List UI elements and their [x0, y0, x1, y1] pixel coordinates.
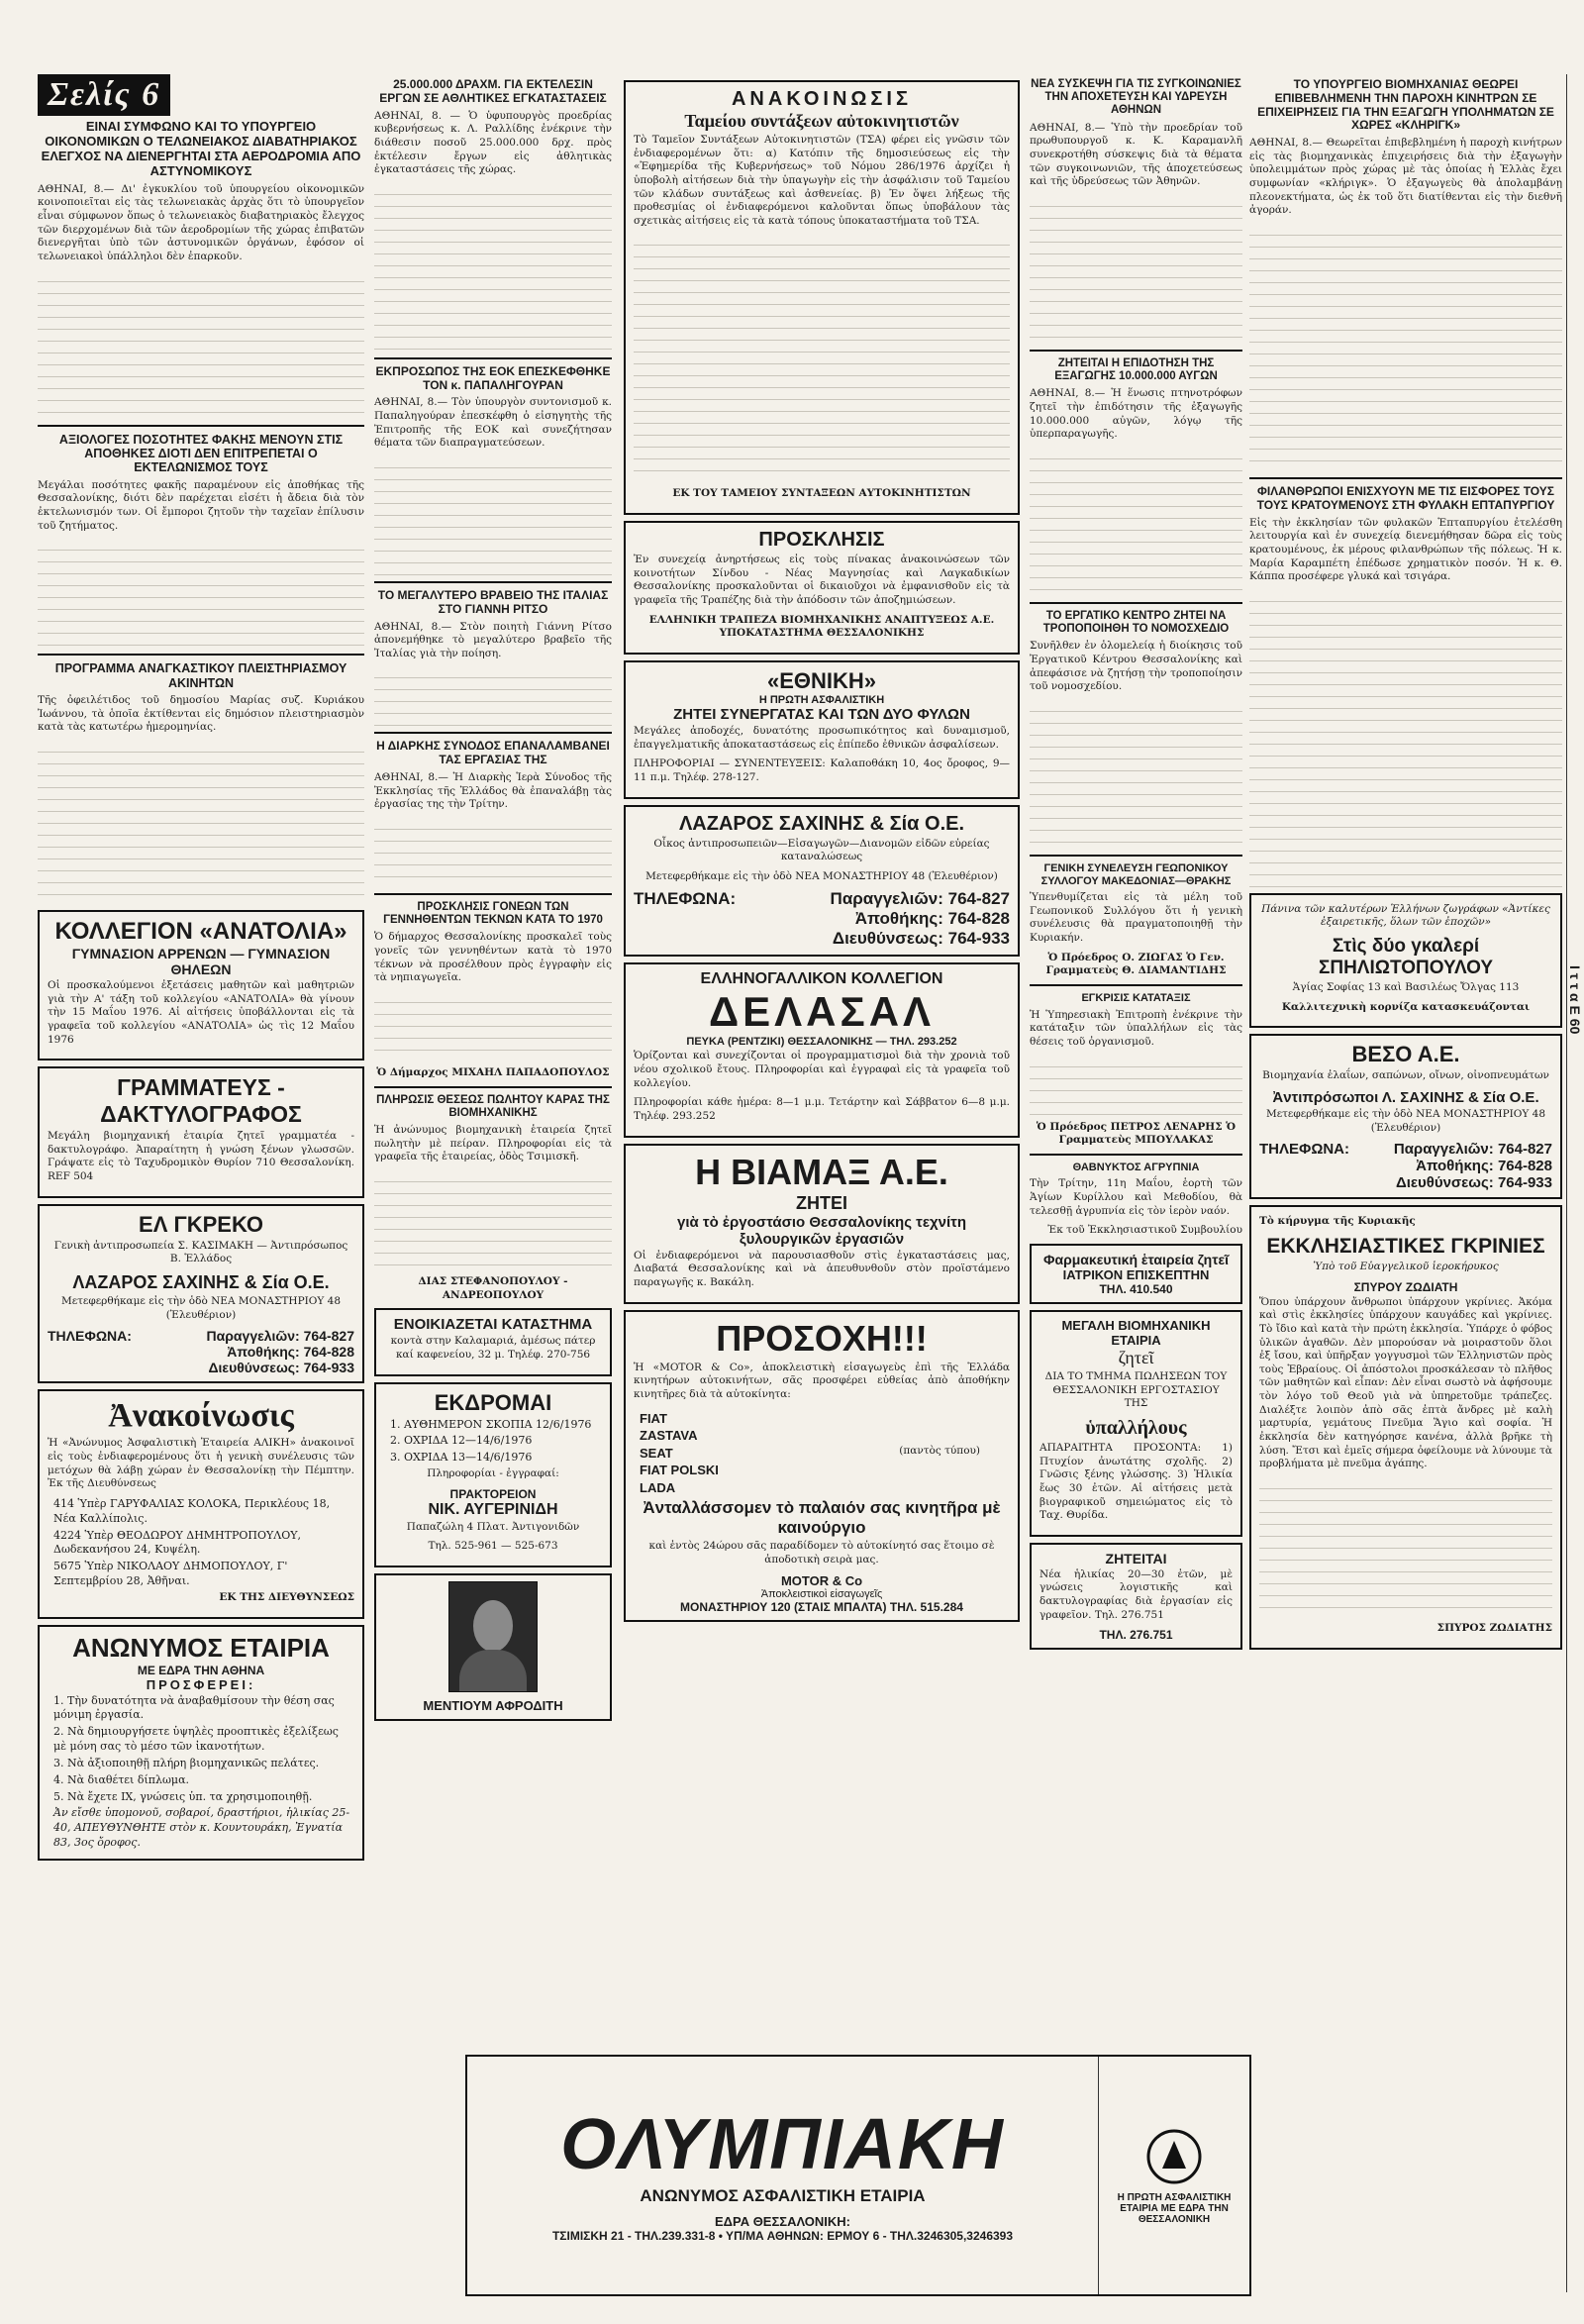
article-meeting-body-lines — [1030, 195, 1242, 344]
delasal-text: Ὁρίζονται καὶ συνεχίζονται οἱ προγραμματισμοὶ διὰ τὴν χρονιὰ τοῦ νέου σχολικοῦ ἔτους. Πληροφορίαι καὶ ἐγγραφαὶ εἰς τὰ γραφεῖα τοῦ κολλεγίου. — [634, 1050, 1010, 1089]
greco-address: Μετεφερθήκαμε εἰς τὴν ὁδὸ ΝΕΑ ΜΟΝΑΣΤΗΡΙΟΥ 48 (Ἐλευθέριον) — [60, 1295, 342, 1321]
article-synod-body-lines — [374, 818, 612, 887]
column-4 — [1030, 74, 1242, 2050]
column-2 — [374, 74, 612, 2292]
tea-title: ΑΝΑΚΟΙΝΩΣΙΣ — [731, 88, 912, 110]
headline-customs: ΕΙΝΑΙ ΣΥΜΦΩΝΟ ΚΑΙ ΤΟ ΥΠΟΥΡΓΕΙΟ ΟΙΚΟΝΟΜΙΚΩΝ Ο ΤΕΛΩΝΕΙΑΚΟΣ ΔΙΑΒΑΤΗΡΙΑΚΟΣ ΕΛΕΓΧΟΣ ΝΑ ΔΙΕΝΕΡΓΗΤΑΙ ΣΤΑ ΑΕΡΟΔΡΟΜΙΑ ΑΠΟ ΑΣΤΥΝΟΜΙΚΟΥΣ — [41, 119, 361, 178]
tea-text: Τὸ Ταμεῖον Συντάξεων Αὐτοκινητιστῶν (ΤΣΑ) φέρει εἰς γνῶσιν τῶν ἐνδιαφερομένων ὅτι: α) Κατόπιν τῆς δημοσιεύσεως εἰς τὴν «Ἐφημερίδα τῆς Κυβερνήσεως» τοῦ Νόμου 286/1976 ἀρχίζει ἡ ὑποβολὴ αἰτήσεων διὰ τὴν ὑπαγωγὴν εἰς τὴν ἀσφάλισιν τοῦ Ταμείου τῶν κλάδων συντάξεως καὶ ἀσθενείας. β) Ἐν ὅψει λήξεως τῆς προθεσμίας οἱ ἐνδιαφερόμενοι καλοῦνται ὅπως ὑποβάλουν τὰς σχετικὰς αἰτήσεις εἰς τὰ κατὰ τόπους ὑποκαταστήματα τοῦ ΤΣΑ. — [634, 134, 1010, 227]
ad-excursions — [374, 1382, 612, 1567]
ad-wanted — [1030, 1543, 1242, 1651]
big-company-title: ΜΕΓΑΛΗ ΒΙΟΜΗΧΑΝΙΚΗ ΕΤΑΙΡΙΑ — [1061, 1318, 1211, 1349]
wanted-title: ΖΗΤΕΙΤΑΙ — [1105, 1550, 1167, 1566]
greco-subtitle: Γενικὴ ἀντιπροσωπεία Σ. ΚΑΣΙΜΑΚΗ — Ἀντιπρόσωπος Β. Ἑλλάδος — [53, 1239, 348, 1265]
veso-phones-label: ΤΗΛΕΦΩΝΑ: — [1259, 1141, 1350, 1159]
article-ritsos-text: ΑΘΗΝΑΙ, 8.— Στὸν ποιητὴ Γιάννη Ρίτσο ἀπονεμήθηκε τὸ μεγαλύτερο βραβεῖο τῆς Ἰταλίας γιὰ τὴν ποίηση. — [374, 620, 612, 659]
phone3-number: 764-933 — [303, 1360, 354, 1376]
ethniki-text: Μεγάλες ἀποδοχές, δυνατότης προσωπικότητος καὶ δυναμισμοῦ, ἐπαγγελματικῆς ἀποκαταστάσεως εἰς ἐπίπεδο ἐθνικῶν ἀσφαλίσεων. — [634, 724, 1010, 751]
article-eggs-body-lines — [1030, 448, 1242, 596]
ad-anonymous-company — [38, 1625, 364, 1861]
veso-address: Μετεφερθήκαμε εἰς τὴν ὁδὸ ΝΕΑ ΜΟΝΑΣΤΗΡΙΟΥ 48 (Ἐλευθέριον) — [1265, 1108, 1546, 1134]
viamax-title: Η ΒΙΑΜΑΞ Α.Ε. — [695, 1151, 948, 1192]
headline-synod: Η ΔΙΑΡΚΗΣ ΣΥΝΟΔΟΣ ΕΠΑΝΑΛΑΜΒΑΝΕΙ ΤΑΣ ΕΡΓΑΣΙΑΣ ΤΗΣ — [376, 739, 610, 767]
veso-subtitle: Βιομηχανία ἐλαΐων, σαπώνων, οἴνων, οἰνοπνευμάτων — [1262, 1069, 1549, 1082]
ad-el-greco: ΕΛ ΓΚΡΕΚΟ Γενικὴ ἀντιπροσωπεία Σ. ΚΑΣΙΜΑΚΗ — Ἀντιπρόσωπος Β. Ἑλλάδος ΛΑΖΑΡΟΣ ΣΑΧΙΝΗΣ & Σία Ο.Ε. Μετεφερθήκαμε εἰς τὴν ὁδὸ ΝΕΑ ΜΟΝΑΣΤΗΡΙΟΥ 48 (Ἐλευθέριον) ΤΗΛΕΦΩΝΑ: Παραγγελιῶν: 764-827 Ἀποθήκης: 764-828 Διευθύνσεως: 764-933 — [38, 1204, 364, 1384]
delasal-address: ΠΕΥΚΑ (ΡΕΝΤΖΙΚΙ) ΘΕΣΣΑΛΟΝΙΚΗΣ — ΤΗΛ. 293.252 — [686, 1036, 957, 1049]
article-auction-text: Τῆς ὀφειλέτιδος τοῦ δημοσίου Μαρίας συζ. Κυριάκου Ἰωάννου, τὰ ὁποῖα ἐκτίθενται εἰς δημόσιον πλειστηριασμὸν κατὰ τὰς κατωτέρω ἡμερομηνίας. — [38, 694, 364, 734]
prosoxi-headline: Ἀνταλλάσσομεν τὸ παλαιόν σας κινητῆρα μὲ καινούργιο — [643, 1498, 1001, 1538]
phone1-label: Παραγγελιῶν — [206, 1328, 296, 1345]
ae-item: 5. Νὰ ἔχετε ΙΧ, γνώσεις ὑπ. τα χρησιμοποιηθῇ. — [53, 1789, 313, 1803]
excursion-item: 1. ΑΥΘΗΜΕΡΟΝ ΣΚΟΠΙΑ 12/6/1976 — [390, 1417, 592, 1431]
article-sports-text: ΑΘΗΝΑΙ, 8. — Ὁ ὑφυπουργὸς προεδρίας κυβερνήσεως κ. Λ. Ραλλίδης ἐνέκρινε τὴν διάθεσιν ποσοῦ 25.000.000 δρχ. πρὸς ἐκτέλεσιν ἔργων εἰς ἀθλητικὰς ἐγκαταστάσεις τῆς χώρας. — [374, 109, 612, 176]
headline-approval: ΕΓΚΡΙΣΙΣ ΚΑΤΑΤΑΞΙΣ — [1081, 991, 1191, 1004]
big-company-sub2: ΔΙΑ ΤΟ ΤΜΗΜΑ ΠΩΛΗΣΕΩΝ ΤΟΥ ΘΕΣΣΑΛΟΝΙΚΗ ΕΡΓΟΣΤΑΣΙΟΥ ΤΗΣ — [1044, 1370, 1228, 1410]
olympiaki-title: ΟΛΥΜΠΙΑΚΗ — [560, 2104, 1005, 2184]
ethniki-subtitle: Η ΠΡΩΤΗ ΑΣΦΑΛΙΣΤΙΚΗ — [758, 693, 885, 706]
prosoxi-title: ΠΡΟΣΟΧΗ!!! — [716, 1317, 928, 1359]
ad-delasal — [624, 962, 1020, 1137]
column-1 — [38, 74, 364, 2292]
viamax-subtitle: ΖΗΤΕΙ — [796, 1192, 847, 1213]
headline-labour: ΤΟ ΕΡΓΑΤΙΚΟ ΚΕΝΤΡΟ ΖΗΤΕΙ ΝΑ ΤΡΟΠΟΠΟΙΗΘΗ ΤΟ ΝΟΜΟΣΧΕΔΙΟ — [1042, 609, 1230, 636]
excursions-phone: Τηλ. 525-961 — 525-673 — [428, 1540, 558, 1553]
phones-label: ΤΗΛΕΦΩΝΑ: — [48, 1328, 132, 1345]
lazaros-phones-label: ΤΗΛΕΦΩΝΑ: — [634, 889, 737, 909]
announcement-line: 414 Ὑπὲρ ΓΑΡΥΦΑΛΙΑΣ ΚΟΛΟΚΑ, Περικλέους 18, Νέα Καλλίπολις. — [53, 1496, 331, 1525]
viamax-text: Οἱ ἐνδιαφερόμενοι νὰ παρουσιασθοῦν στὶς ἐγκαταστάσεις μας, Διαβατά Θεσσαλονίκης καὶ νὰ ἀπευθυνθοῦν στὸν προϊστάμενο παραγωγῆς κ. Βακάλη. — [634, 1249, 1010, 1288]
tea-body-lines — [634, 234, 1010, 481]
galleries-address: Ἁγίας Σοφίας 13 καὶ Βασιλέως Ὄλγας 113 — [1292, 981, 1520, 994]
pharma-headline: ΙΑΤΡΙΚΟΝ ΕΠΙΣΚΕΠΤΗΝ — [1062, 1267, 1210, 1283]
rent-title: ΕΝΟΙΚΙΑΖΕΤΑΙ ΚΑΤΑΣΤΗΜΑ — [393, 1316, 593, 1334]
prosoxi-car: ZASTAVA — [640, 1428, 698, 1444]
article-approval-signature: Ὁ Πρόεδρος ΠΕΤΡΟΣ ΛΕΝΑΡΗΣ Ὁ Γραμματεὺς ΜΠΟΥΛΑΚΑΣ — [1036, 1120, 1237, 1147]
phone2-label: Ἀποθήκης: — [227, 1344, 300, 1361]
greco-company: ΛΑΖΑΡΟΣ ΣΑΧΙΝΗΣ & Σία Ο.Ε. — [72, 1272, 330, 1292]
invitation-text: Ἐν συνεχείᾳ ἀνηρτήσεως εἰς τοὺς πίνακας ἀνακοινώσεων τῶν κοινοτήτων Σίνδου - Νέας Μαγνησίας καὶ Λαγκαδικίων Θεσσαλονίκης προσκαλοῦνται οἱ δικαιοῦχοι νὰ ἐμφανισθοῦν εἰς τὰ γραφεῖα τῆς Τραπέζης διὰ τὴν ἀπόδοσιν τῶν ἀποζημιώσεων. — [634, 554, 1010, 607]
ad-prosoxi — [624, 1310, 1020, 1622]
ad-shop-rent — [374, 1308, 612, 1375]
olympiaki-emblem-icon — [1144, 2127, 1204, 2186]
headline-meeting: ΝΕΑ ΣΥΣΚΕΨΗ ΓΙΑ ΤΙΣ ΣΥΓΚΟΙΝΩΝΙΕΣ ΤΗΝ ΑΠΟΧΕΤΕΥΣΗ ΚΑΙ ΥΔΡΕΥΣΗ ΑΘΗΝΩΝ — [1031, 78, 1241, 117]
article-lentils-body-lines — [38, 539, 364, 648]
sermon-text: Ὅπου ὑπάρχουν ἄνθρωποι ὑπάρχουν γκρίνιες. Ἀκόμα καὶ στὶς ἐκκλησίες ὑπάρχουν καυγάδες καὶ γκρίνιες. Τὸ ἴδιο καὶ κατὰ τὴν πρώτη ἐκκλησία. Ὑπάρχε ὁ φόβος ὑλικῶν ἀγαθῶν. Δὲν μπορούσαν νὰ μοιραστοῦν ὅλοι ἐξ ἴσου, καὶ ὑπῆρξαν γογγυσμοὶ τῶν Ἑλληνιστῶν πρὸς τοὺς Ἑβραίους. Οἱ ἀπόστολοι προσκάλεσαν τὸ πλῆθος τῶν μαθητῶν καὶ εἶπαν: Δὲν εἶναι σωστὸ νὰ ἀφήσουμε τὸν λόγο τοῦ Θεοῦ γιὰ νὰ ὑπηρετοῦμε τράπεζες. Διαλέξτε λοιπὸν ἀπὸ σᾶς ἐπτὰ ἄνδρες μὲ καλὴ μαρτυρία, γεμάτους Πνεῦμα Ἅγιο καὶ σοφία. Ἡ ἐκκλησία δὲν κατηγόρησε κανένα, ἀλλὰ βρῆκε τὴ λύση. Ἔτσι καὶ ἐμεῖς σήμερα ὀφείλουμε νὰ λύνουμε τὰ προβλήματα μὲ πνεῦμα ἀγάπης. — [1259, 1295, 1552, 1470]
invitation-title: ΠΡΟΣΚΛΗΣΙΣ — [758, 529, 885, 552]
headline-eoc: ΕΚΠΡΟΣΩΠΟΣ ΤΗΣ ΕΟΚ ΕΠΕΣΚΕΦΘΗΚΕ ΤΟΝ κ. ΠΑΠΑΛΗΓΟΥΡΑΝ — [375, 363, 611, 392]
veso-phone2-label: Ἀποθήκης: — [1416, 1158, 1494, 1175]
pharma-phone: ΤΗΛ. 410.540 — [1099, 1282, 1173, 1297]
article-auction-body-lines — [38, 741, 364, 904]
announcement-signature: ΕΚ ΤΗΣ ΔΙΕΥΘΥΝΣΕΩΣ — [219, 1590, 354, 1603]
article-lentils-text: Μεγάλαι ποσότητες φακῆς παραμένουν εἰς ἀποθήκας τῆς Θεσσαλονίκης, διότι δὲν παρέχεται εἰσέτι ἡ ἄδεια διὰ τὸν ἐκτελωνισμόν των. Οἱ ἔμποροι ζητοῦν τὴν ταχεῖαν ἐπίλυσιν τοῦ ζητήματος. — [38, 478, 364, 532]
sermon-title: ΕΚΚΛΗΣΙΑΣΤΙΚΕΣ ΓΚΡΙΝΙΕΣ — [1266, 1234, 1545, 1258]
phone1-number: 764-827 — [303, 1328, 354, 1345]
portrait-photo — [448, 1581, 538, 1692]
headline-lentils: ΑΞΙΟΛΟΓΕΣ ΠΟΣΟΤΗΤΕΣ ΦΑΚΗΣ ΜΕΝΟΥΝ ΣΤΙΣ ΑΠΟΘΗΚΕΣ ΔΙΟΤΙ ΔΕΝ ΕΠΙΤΡΕΠΕΤΑΙ Ο ΕΚΤΕΛΩΝΙΣΜΟΣ ΤΟΥΣ — [58, 432, 344, 475]
article-parents-signature: Ὁ Δήμαρχος ΜΙΧΑΗΛ ΠΑΠΑΔΟΠΟΥΛΟΣ — [376, 1065, 610, 1078]
page-number-logo: Σελίς 6 — [38, 74, 170, 116]
phone3-label: Διευθύνσεως: — [208, 1360, 300, 1376]
prosoxi-car: FIAT POLSKI — [640, 1463, 719, 1478]
ad-pharma — [1030, 1244, 1242, 1304]
headline-vigil: ΘΑΒΝΥΚΤΟΣ ΑΓΡΥΠΝΙΑ — [1072, 1161, 1200, 1173]
lazaros-subtitle: Οἶκος ἀντιπροσωπειῶν—Εἰσαγωγῶν—Διανομῶν εἰδῶν εὐρείας καταναλώσεως — [653, 837, 990, 863]
prosoxi-address: ΜΟΝΑΣΤΗΡΙΟΥ 120 (ΣΤΑΙΣ ΜΠΑΛΤΑ) ΤΗΛ. 515.284 — [680, 1599, 963, 1614]
olympiaki-address: ΤΣΙΜΙΣΚΗ 21 - ΤΗΛ.239.331-8 • ΥΠ/ΜΑ ΑΘΗΝΩΝ: ΕΡΜΟΥ 6 - ΤΗΛ.3246305,3246393 — [551, 2228, 1014, 2243]
article-labour-body-lines — [1030, 700, 1242, 849]
ad-olympiaki — [465, 2055, 1251, 2296]
secretary-text: Μεγάλη βιομηχανική ἑταιρία ζητεῖ γραμματέα - δακτυλογράφο. Ἀπαραίτητη ἡ γνώση ξένων γλωσσῶν. Γράψατε εἰς τὸ Ταχυδρομικὸν Θυρίον 710 Θεσσαλονίκη. REF 504 — [48, 1130, 354, 1183]
article-salesman-text: Ἡ ἀνώνυμος βιομηχανικὴ ἑταιρεία ζητεῖ πωλητὴν μὲ πείραν. Πληροφορίαι εἰς τὰ γραφεῖα τῆς ἑταιρείας, ὁδὸς Τσιμισκῆ. — [374, 1124, 612, 1163]
ethniki-info: ΠΛΗΡΟΦΟΡΙΑΙ — ΣΥΝΕΝΤΕΥΞΕΙΣ: Καλαποθάκη 10, 4ος ὄροφος, 9—11 π.μ. Τηλέφ. 278-127. — [634, 758, 1010, 783]
ad-lazaros: ΛΑΖΑΡΟΣ ΣΑΧΙΝΗΣ & Σία Ο.Ε. Οἶκος ἀντιπροσωπειῶν—Εἰσαγωγῶν—Διανομῶν εἰδῶν εὐρείας καταναλώσεως Μετεφερθήκαμε εἰς τὴν ὁδὸ ΝΕΑ ΜΟΝΑΣΤΗΡΙΟΥ 48 (Ἐλευθέριον) ΤΗΛΕΦΩΝΑ: Παραγγελιῶν: 764-827 Ἀποθήκης: 764-828 Διευθύνσεως: 764-933 — [624, 805, 1020, 958]
headline-parents: ΠΡΟΣΚΛΗΣΙΣ ΓΟΝΕΩΝ ΤΩΝ ΓΕΝΝΗΘΕΝΤΩΝ ΤΕΚΝΩΝ ΚΑΤΑ ΤΟ 1970 — [383, 900, 603, 927]
article-parents-body-lines — [374, 991, 612, 1061]
lazaros-phone3-label: Διευθύνσεως: — [832, 929, 943, 949]
lazaros-phone2: 764-828 — [947, 909, 1010, 929]
article-agronomists-text: Ὑπενθυμίζεται εἰς τὰ μέλη τοῦ Γεωπονικοῦ Συλλόγου ὅτι ἡ γενικὴ συνέλευσις θὰ πραγματοποιηθῇ τὴν Κυριακήν. — [1030, 891, 1242, 945]
big-company-sub: ζητεῖ — [1118, 1348, 1154, 1368]
column-5 — [1249, 74, 1562, 2292]
ad-secretary — [38, 1066, 364, 1198]
tea-subtitle: Ταμείου συντάξεων αὐτοκινητιστῶν — [684, 111, 959, 131]
article-industry-text: ΑΘΗΝΑΙ, 8.— Θεωρεῖται ἐπιβεβλημένη ἡ παροχὴ κινήτρων εἰς τὰς βιομηχανικὰς ἐπιχειρήσεις διὰ τὴν ἐξαγωγὴν ὑπολειμμάτων πρὸς χώρας μὲ τὰς ὁποίας ἡ Ἑλλὰς ἔχει συμφωνίαν «κλήριγκ». Ὁ ἐξαγωγεὺς θὰ ἀπολαμβάνῃ πλεονεκτήματα, ὡς ἐκ τοῦ ὅτι διατίθενται εἰς τὴν διεθνῆ ἀγοράν. — [1249, 137, 1562, 217]
article-sports-body-lines — [374, 183, 612, 352]
olympiaki-seat: ΕΔΡΑ ΘΕΣΣΑΛΟΝΙΚΗ: — [714, 2213, 851, 2229]
lazaros-phone2-label: Ἀποθήκης: — [854, 909, 943, 929]
phone2-number: 764-828 — [303, 1344, 354, 1361]
big-company-headline: ὑπαλλήλους — [1085, 1416, 1187, 1439]
article-philanthropists-text: Εἰς τὴν ἐκκλησίαν τῶν φυλακῶν Ἑπταπυργίου ἐτελέσθη λειτουργία καὶ ἐν συνεχείᾳ διενεμήθησαν δῶρα εἰς τοὺς κρατουμένους, ἐκ μέρους φιλανθρώπων τῆς πόλεως. Ἡ κ. Μαρία Καραμπέτη ἐπέδωσε χρηματικὸν ποσόν. Ἡ κ. Θ. Κάππα προσέφερε γλυκά καὶ τσιγάρα. — [1249, 516, 1562, 583]
prosoxi-note: (παντὸς τύπου) — [899, 1444, 980, 1457]
announcement-line: 5675 Ὑπὲρ ΝΙΚΟΛΑΟΥ ΔΗΜΟΠΟΥΛΟΥ, Γ' Σεπτεμβρίου 28, Ἀθῆναι. — [53, 1560, 288, 1588]
delasal-info: Πληροφορίαι κάθε ἡμέρα: 8—1 μ.μ. Τετάρτην καὶ Σάββατον 6—8 μ.μ. Τηλέφ. 293.252 — [634, 1096, 1010, 1123]
olympiaki-badge: Η ΠΡΩΤΗ ΑΣΦΑΛΙΣΤΙΚΗ ΕΤΑΙΡΙΑ ΜΕ ΕΔΡΑ ΤΗΝ ΘΕΣΣΑΛΟΝΙΚΗ — [1117, 2191, 1232, 2225]
article-salesman-signature: ΔΙΑΣ ΣΤΕΦΑΝΟΠΟΥΛΟΥ - ΑΝΔΡΕΟΠΟΥΛΟΥ — [418, 1274, 568, 1301]
olympiaki-subtitle: ΑΝΩΝΥΜΟΣ ΑΣΦΑΛΙΣΤΙΚΗ ΕΤΑΙΡΙΑ — [640, 2185, 926, 2205]
ae-item: 2. Νὰ δημιουργήσετε ὑψηλὲς προοπτικὲς ἐξελίξεως μὲ μόνη σας τὸ μέσο τῶν ἱκανοτήτων. — [53, 1725, 339, 1754]
anatolia-text: Οἱ προσκαλούμενοι ἐξετάσεις μαθητῶν καὶ μαθητριῶν γιὰ τὴν Α' τάξη τοῦ κολλεγίου «ΑΝΑΤΟΛΙΑ» θὰ γίνουν τὴν 15 Μαΐου 1976. Αἱ αἰτήσεις ὑποβάλλονται εἰς τὰ γραφεῖα τοῦ κολλεγίου «ΑΝΑΤΟΛΙΑ» ὡς τὶς 12 Μαΐου 1976 — [48, 978, 354, 1046]
rent-text: κοντὰ στην Καλαμαριά, ἀμέσως πάτερ καί καφενείου, 32 μ. Τηλέφ. 270-756 — [390, 1335, 596, 1361]
notice-pension-fund — [624, 80, 1020, 515]
article-approval-text: Ἡ Ὑπηρεσιακὴ Ἐπιτροπὴ ἐνέκρινε τὴν κατάταξιν τῶν ὑπαλλήλων εἰς τὰς θέσεις τοῦ ὀργανισμοῦ. — [1030, 1008, 1242, 1048]
headline-industry-ministry: ΤΟ ΥΠΟΥΡΓΕΙΟ ΒΙΟΜΗΧΑΝΙΑΣ ΘΕΩΡΕΙ ΕΠΙΒΕΒΛΗΜΕΝΗ ΤΗΝ ΠΑΡΟΧΗ ΚΙΝΗΤΡΩΝ ΣΕ ΕΠΙΧΕΙΡΗΣΕΙΣ ΓΙΑ ΤΗΝ ΕΞΑΓΩΓΗ ΥΠΟΛΗΜΑΤΩΝ ΣΕ ΧΩΡΕΣ «ΚΛΗΡΙΓΚ» — [1257, 77, 1554, 133]
article-meeting-text: ΑΘΗΝΑΙ, 8.— Ὑπὸ τὴν προεδρίαν τοῦ πρωθυπουργοῦ κ. Κ. Καραμανλῆ συνεκροτήθη σύσκεψις διὰ τὰ θέματα τῶν συγκοινωνιῶν, τῆς ἀποχετεύσεως καὶ τῆς ὑδρεύσεως τῶν Ἀθηνῶν. — [1030, 121, 1242, 188]
article-customs-text: ΑΘΗΝΑΙ, 8.— Δι' ἐγκυκλίου τοῦ ὑπουργείου οἰκονομικῶν κοινοποιεῖται εἰς τὰς τελωνειακὰς ἀρχὰς ὅτι τὸ ὑπουργεῖον εἶναι σύμφωνον ὅπως ὁ τελωνειακὸς διαβατηριακὸς ἔλεγχος τῶν διερχομένων διὰ τῶν ἀεροδρομίων τῆς χώρας ἐπιβατῶν διενεργῆται ὑπὸ τῶν ἀστυνομικῶν ὀργάνων, ἐφόσον οἱ τελωνειακοὶ ὑπάλληλοι δὲν ἐπαρκοῦν. — [38, 182, 364, 262]
article-labour-text: Συνῆλθεν ἐν ὁλομελείᾳ ἡ διοίκησις τοῦ Ἐργατικοῦ Κέντρου Θεσσαλονίκης καὶ ἀπεφάσισε νὰ ζητήσῃ τὴν τροποποίησιν τοῦ νομοσχεδίου. — [1030, 640, 1242, 693]
announcement-text: Ἡ «Ἀνώνυμος Ἀσφαλιστικὴ Ἑταιρεία ΑΛΙΚΗ» ἀνακοινοῖ εἰς τοὺς ἐνδιαφερομένους ὅτι ἡ γενικὴ συνέλευσις τῶν μετόχων θὰ λάβῃ χώραν ἐν Θεσσαλονίκῃ τὴν Πέμπτην. Ἐκ τῆς Διευθύνσεως — [48, 1437, 354, 1490]
anatolia-subtitle: ΓΥΜΝΑΣΙΟΝ ΑΡΡΕΝΩΝ — ΓΥΜΝΑΣΙΟΝ ΘΗΛΕΩΝ — [71, 945, 331, 977]
announcement-line: 4224 Ὑπὲρ ΘΕΟΔΩΡΟΥ ΔΗΜΗΤΡΟΠΟΥΛΟΥ, Δωδεκανήσου 24, Κυψέλη. — [53, 1528, 301, 1557]
prosoxi-text: Ἡ «MOTOR & Co», ἀποκλειστικὴ εἰσαγωγεὺς ἐπὶ τῆς Ἑλλάδα κινητήρων αὐτοκινήτων, σᾶς προσφέρει εὐθείας ἀπὸ ἀποθήκην κινητῆρες διὰ τὰ αὐτοκίνητα: — [634, 1361, 1010, 1400]
veso-phone1: 764-827 — [1497, 1141, 1552, 1159]
article-eoc-text: ΑΘΗΝΑΙ, 8.— Τὸν ὑπουργὸν συντονισμοῦ κ. Παπαληγούραν ἐπεσκέφθη ὁ εἰσηγητὴς τῆς Ἐπιτροπῆς τῆς ΕΟΚ καὶ συνεζήτησαν θέματα τῶν διαπραγματεύσεων. — [374, 396, 612, 450]
delasal-title: ΔΕΛΑΣΑΛ — [708, 988, 936, 1036]
right-edge-strip — [1566, 74, 1583, 2292]
article-parents-text: Ὁ δήμαρχος Θεσσαλονίκης προσκαλεῖ τοὺς γονεῖς τῶν γεννηθέντων κατὰ τὸ 1970 τέκνων νὰ προσέλθουν πρὸς ἐγγραφὴν εἰς τὰ νηπιαγωγεῖα. — [374, 931, 612, 984]
ad-industrial-company — [1030, 1310, 1242, 1537]
article-customs-body-lines — [38, 270, 364, 419]
article-salesman-body-lines — [374, 1170, 612, 1269]
article-synod-text: ΑΘΗΝΑΙ, 8.— Ἡ Διαρκὴς Ἱερὰ Σύνοδος τῆς Ἐκκλησίας τῆς Ἑλλάδος θὰ ἐπαναλάβῃ τὰς ἐργασίας της τὴν Τρίτην. — [374, 771, 612, 811]
ethniki-title: «ΕΘΝΙΚΗ» — [766, 667, 877, 693]
ae-title: ΑΝΩΝΥΜΟΣ ΕΤΑΙΡΙΑ — [72, 1632, 330, 1663]
headline-eggs: ΖΗΤΕΙΤΑΙ Η ΕΠΙΔΟΤΗΣΗ ΤΗΣ ΕΞΑΓΩΓΗΣ 10.000.000 ΑΥΓΩΝ — [1054, 356, 1218, 383]
viamax-headline: γιὰ τὸ ἐργοστάσιο Θεσσαλονίκης τεχνίτη ξυλουργικῶν ἐργασιῶν — [676, 1213, 967, 1248]
edge-fragment-text: Ι τ τ α Ε 60 — [1567, 965, 1583, 1035]
article-agronomists-signature: Ὁ Πρόεδρος Ο. ΖΙΩΓΑΣ Ὁ Γεν. Γραμματεὺς Θ. ΔΙΑΜΑΝΤΙΔΗΣ — [1045, 951, 1227, 977]
wanted-phone: ΤΗΛ. 276.751 — [1099, 1628, 1173, 1643]
lazaros-address: Μετεφερθήκαμε εἰς τὴν ὁδὸ ΝΕΑ ΜΟΝΑΣΤΗΡΙΟΥ 48 (Ἐλευθέριον) — [645, 869, 998, 882]
sermon-signature: ΣΠΥΡΟΣ ΖΩΔΙΑΤΗΣ — [1436, 1621, 1552, 1634]
veso-phone2: 764-828 — [1497, 1158, 1552, 1175]
notice-invitation — [624, 521, 1020, 655]
article-ritsos-body-lines — [374, 666, 612, 726]
galleries-tag: Καλλιτεχνικὴ κορνίζα κατασκευάζονται — [1281, 1000, 1531, 1013]
invitation-signature: ΕΛΛΗΝΙΚΗ ΤΡΑΠΕΖΑ ΒΙΟΜΗΧΑΝΙΚΗΣ ΑΝΑΠΤΥΞΕΩΣ Α.Ε. ΥΠΟΚΑΤΑΣΤΗΜΑ ΘΕΣΣΑΛΟΝΙΚΗΣ — [648, 613, 995, 640]
excursions-name: ΝΙΚ. ΑΥΓΕΡΙΝΙΔΗ — [428, 1500, 558, 1518]
greco-title: ΕΛ ΓΚΡΕΚΟ — [139, 1211, 263, 1237]
ae-item: 4. Νὰ διαθέτει δίπλωμα. — [53, 1772, 190, 1786]
sermon-column — [1249, 1205, 1562, 1649]
delasal-pretitle: ΕΛΛΗΝΟΓΑΛΛΙΚΟΝ ΚΟΛΛΕΓΙΟΝ — [700, 970, 943, 988]
article-approval-body-lines — [1030, 1056, 1242, 1115]
headline-sports-budget: 25.000.000 ΔΡΑΧΜ. ΓΙΑ ΕΚΤΕΛΕΣΙΝ ΕΡΓΩΝ ΣΕ ΑΘΛΗΤΙΚΕΣ ΕΓΚΑΤΑΣΤΑΣΕΙΣ — [379, 77, 607, 105]
prosoxi-text2: καὶ ἐντὸς 24ώρου σᾶς παραδίδομεν τὸ αὐτοκίνητό σας ἕτοιμο σὲ ἀποδοτικὴ σειρὰ μας. — [648, 1540, 995, 1566]
lazaros-phone1-label: Παραγγελιῶν — [830, 889, 939, 909]
ae-item: 1. Τὴν δυνατότητα νὰ ἀναβαθμίσουν τὴν θέση σας μόνιμη ἐργασία. — [53, 1693, 335, 1722]
headline-auction: ΠΡΟΓΡΑΜΜΑ ΑΝΑΓΚΑΣΤΙΚΟΥ ΠΛΕΙΣΤΗΡΙΑΣΜΟΥ ΑΚΙΝΗΤΩΝ — [54, 661, 347, 690]
anatolia-title: ΚΟΛΛΕΓΙΟΝ «ΑΝΑΤΟΛΙΑ» — [54, 917, 347, 945]
prosoxi-car: FIAT — [640, 1410, 667, 1426]
headline-philanthropists: ΦΙΛΑΝΘΡΩΠΟΙ ΕΝΙΣΧΥΟΥΝ ΜΕ ΤΙΣ ΕΙΣΦΟΡΕΣ ΤΟΥΣ ΤΟΥΣ ΚΡΑΤΟΥΜΕΝΟΥΣ ΣΤΗ ΦΥΛΑΚΗ ΕΠΤΑΠΥΡΓΙΟΥ — [1256, 484, 1555, 512]
galleries-pretitle: Πάνινα τῶν καλυτέρων Ἑλλήνων ζωγράφων «Ἀντίκες ἐξαιρετικῆς, ὅλων τῶν ἐποχῶν» — [1261, 902, 1550, 929]
secretary-title: ΓΡΑΜΜΑΤΕΥΣ - ΔΑΚΤΥΛΟΓΡΑΦΟΣ — [100, 1074, 302, 1128]
column-3 — [624, 74, 1020, 2292]
pharma-title: Φαρμακευτική ἑταιρεία ζητεῖ — [1042, 1252, 1230, 1268]
ad-galleries — [1249, 893, 1562, 1029]
ad-announcement — [38, 1389, 364, 1618]
ae-item: 3. Νὰ ἀξιοποιηθῇ πλήρη βιομηχανικῶς πελάτες. — [53, 1756, 320, 1769]
excursion-item: 2. ΟΧΡΙΔΑ 12—14/6/1976 — [390, 1434, 533, 1448]
article-vigil-signature: Ἐκ τοῦ Ἐκκλησιαστικοῦ Συμβουλίου — [1047, 1224, 1242, 1237]
announcement-title: Ἀνακοίνωσις — [108, 1397, 294, 1435]
lazaros-company: ΛΑΖΑΡΟΣ ΣΑΧΙΝΗΣ & Σία Ο.Ε. — [678, 812, 965, 835]
wanted-text: Νέα ἡλικίας 20—30 ἐτῶν, μὲ γνώσεις λογιστικῆς καὶ δακτυλογραφίας διὰ ἐργασίαν εἰς γραφεῖον. Τηλ. 276.751 — [1040, 1567, 1233, 1621]
veso-phone3-label: Διευθύνσεως: — [1395, 1174, 1494, 1192]
veso-agent: Ἀντιπρόσωποι Λ. ΣΑΧΙΝΗΣ & Σία Ο.Ε. — [1272, 1089, 1539, 1107]
veso-phone3: 764-933 — [1497, 1174, 1552, 1192]
article-eoc-body-lines — [374, 456, 612, 575]
tea-signature: ΕΚ ΤΟΥ ΤΑΜΕΙΟΥ ΣΥΝΤΑΞΕΩΝ ΑΥΤΟΚΙΝΗΤΙΣΤΩΝ — [672, 487, 971, 500]
prosoxi-company: MOTOR & Co — [780, 1572, 863, 1588]
prosoxi-car: LADA — [640, 1479, 676, 1495]
prosoxi-company2: Ἀποκλειστικοὶ εἰσαγωγεῖς — [760, 1587, 883, 1600]
ad-ethniki — [624, 660, 1020, 799]
lazaros-phone3: 764-933 — [947, 929, 1010, 949]
sermon-pretitle: Τὸ κήρυγμα τῆς Κυριακῆς — [1259, 1215, 1416, 1228]
excursions-info: Πληροφορίαι - ἐγγραφαί: — [427, 1467, 559, 1480]
article-industry-body-lines — [1249, 224, 1562, 471]
excursion-item: 3. ΟΧΡΙΔΑ 13—14/6/1976 — [390, 1451, 533, 1465]
memorial-notice — [374, 1573, 612, 1721]
galleries-headline: Στὶς δύο γκαλερί ΣΠΗΛΙΩΤΟΠΟΥΛΟΥ — [1318, 936, 1494, 979]
ad-viamax — [624, 1144, 1020, 1304]
big-company-text: ΑΠΑΡΑΙΤΗΤΑ ΠΡΟΣΟΝΤΑ: 1) Πτυχίον ἀνωτάτης σχολῆς. 2) Γνῶσις ξένης γλώσσης. 3) Ἡλικία ἔως 30 ἐτῶν. Αἱ αἰτήσεις μετὰ βιογραφικοῦ σημειώματος εἰς τὸ Ταχ. Θυρίδα. — [1040, 1441, 1233, 1522]
prosoxi-car: SEAT — [640, 1445, 673, 1461]
ae-item: Ἀν εἴσθε ὑπομονοῦ, σοβαροί, δραστήριοι, ἡλικίας 25-40, ΑΠΕΥΘΥΝΘΗΤΕ στὸν κ. Κουντουράκη, Ἐγνατία 83, 3ος ὄροφος. — [53, 1806, 350, 1850]
excursions-title: ΕΚΔΡΟΜΑΙ — [434, 1389, 552, 1415]
article-vigil-text: Τὴν Τρίτην, 11η Μαΐου, ἑορτὴ τῶν Ἁγίων Κυρίλλου καὶ Μεθοδίου, θὰ τελεσθῇ ἀγρυπνία εἰς τὸν ἱερὸν ναόν. — [1030, 1177, 1242, 1217]
article-eggs-text: ΑΘΗΝΑΙ, 8.— Ἡ ἕνωσις πτηνοτρόφων ζητεῖ τὴν ἐπιδότησιν τῆς ἐξαγωγῆς 10.000.000 αὐγῶν, λόγῳ τῆς ὑπερπαραγωγῆς. — [1030, 387, 1242, 441]
headline-ritsos: ΤΟ ΜΕΓΑΛΥΤΕΡΟ ΒΡΑΒΕΙΟ ΤΗΣ ΙΤΑΛΙΑΣ ΣΤΟ ΓΙΑΝΝΗ ΡΙΤΣΟ — [377, 587, 609, 616]
article-philanthropists-body-lines — [1249, 590, 1562, 887]
ae-offers: ΠΡΟΣΦΕΡΕΙ: — [146, 1676, 256, 1692]
veso-title: ΒΕΣΟ Α.Ε. — [1351, 1042, 1460, 1067]
veso-phone1-label: Παραγγελιῶν — [1393, 1141, 1489, 1159]
ae-subtitle: ΜΕ ΕΔΡΑ ΤΗΝ ΑΘΗΝΑ — [137, 1663, 265, 1677]
excursions-agency: ΠΡΑΚΤΟΡΕΙΟΝ — [449, 1486, 537, 1501]
excursions-address: Παπαζώλη 4 Πλατ. Ἀντιγονιδῶν — [406, 1520, 580, 1533]
headline-salesman: ΠΛΗΡΩΣΙΣ ΘΕΣΕΩΣ ΠΩΛΗΤΟΥ ΚΑΡΑΣ ΤΗΣ ΒΙΟΜΗΧΑΝΙΚΗΣ — [376, 1093, 610, 1119]
sermon-author: ΣΠΥΡΟΥ ΖΩΔΙΑΤΗ — [1353, 1279, 1458, 1294]
memorial-name: ΜΕΝΤΙΟΥΜ ΑΦΡΟΔΙΤΗ — [423, 1698, 563, 1713]
ad-anatolia — [38, 910, 364, 1061]
headline-agronomists: ΓΕΝΙΚΗ ΣΥΝΕΛΕΥΣΗ ΓΕΩΠΟΝΙΚΟΥ ΣΥΛΛΟΓΟΥ ΜΑΚΕΔΟΝΙΑΣ—ΘΡΑΚΗΣ — [1040, 861, 1232, 887]
lazaros-phone1: 764-827 — [947, 889, 1010, 909]
ethniki-headline: ΖΗΤΕΙ ΣΥΝΕΡΓΑΤΑΣ ΚΑΙ ΤΩΝ ΔΥΟ ΦΥΛΩΝ — [673, 705, 970, 723]
sermon-body-lines — [1259, 1477, 1552, 1616]
ad-veso: ΒΕΣΟ Α.Ε. Βιομηχανία ἐλαΐων, σαπώνων, οἴνων, οἰνοπνευμάτων Ἀντιπρόσωποι Λ. ΣΑΧΙΝΗΣ & Σία Ο.Ε. Μετεφερθήκαμε εἰς τὴν ὁδὸ ΝΕΑ ΜΟΝΑΣΤΗΡΙΟΥ 48 (Ἐλευθέριον) ΤΗΛΕΦΩΝΑ: Παραγγελιῶν: 764-827 Ἀποθήκης: 764-828 Διευθύνσεως: 764-933 — [1249, 1034, 1562, 1199]
sermon-subtitle: Ὑπὸ τοῦ Εὐαγγελικοῦ ἱεροκήρυκος — [1313, 1260, 1499, 1272]
